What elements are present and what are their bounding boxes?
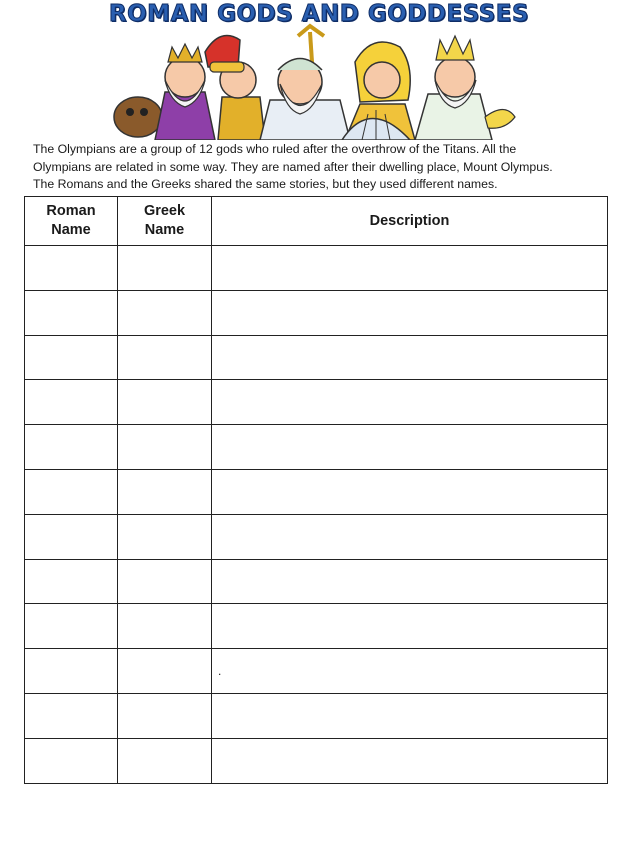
intro-line-3: The Romans and the Greeks shared the same stories, but they used different names. <box>33 177 498 191</box>
greek-name-cell[interactable] <box>118 738 212 783</box>
roman-name-cell[interactable] <box>25 604 118 649</box>
description-cell[interactable] <box>212 380 608 425</box>
greek-name-cell[interactable] <box>118 425 212 470</box>
intro-paragraph <box>33 141 613 194</box>
description-cell[interactable]: . <box>212 649 608 694</box>
greek-name-cell[interactable] <box>118 514 212 559</box>
gods-illustration <box>110 22 530 140</box>
header-greek-name <box>118 197 212 246</box>
table-row <box>25 738 608 783</box>
table-row <box>25 693 608 738</box>
table-row <box>25 469 608 514</box>
roman-name-cell[interactable] <box>25 425 118 470</box>
roman-name-cell[interactable] <box>25 290 118 335</box>
description-cell[interactable] <box>212 246 608 291</box>
header-description: Description <box>212 197 608 246</box>
table-row <box>25 514 608 559</box>
roman-name-cell[interactable] <box>25 649 118 694</box>
description-cell[interactable] <box>212 559 608 604</box>
roman-name-cell[interactable] <box>25 559 118 604</box>
roman-name-cell[interactable] <box>25 738 118 783</box>
roman-name-cell[interactable] <box>25 246 118 291</box>
description-cell[interactable] <box>212 693 608 738</box>
greek-name-cell[interactable] <box>118 469 212 514</box>
intro-line-1: The Olympians are a group of 12 gods who ruled after the overthrow of the Titans. All the <box>33 142 517 156</box>
greek-name-cell[interactable] <box>118 559 212 604</box>
roman-name-cell[interactable] <box>25 335 118 380</box>
description-cell[interactable] <box>212 335 608 380</box>
greek-name-cell[interactable] <box>118 335 212 380</box>
table-row <box>25 649 608 694</box>
roman-name-cell[interactable] <box>25 469 118 514</box>
greek-name-cell[interactable] <box>118 693 212 738</box>
header-greek-line2: Name <box>144 222 185 238</box>
greek-name-cell[interactable] <box>118 290 212 335</box>
header-roman-name <box>25 197 118 246</box>
description-cell[interactable] <box>212 738 608 783</box>
table-row <box>25 246 608 291</box>
greek-name-cell[interactable] <box>118 380 212 425</box>
description-cell[interactable] <box>212 604 608 649</box>
description-cell[interactable] <box>212 290 608 335</box>
intro-line-2: Olympians are related in some way. They are named after their dwelling place, Mount Olympus. <box>33 159 553 174</box>
table-row <box>25 559 608 604</box>
table-row <box>25 380 608 425</box>
roman-name-cell[interactable] <box>25 693 118 738</box>
worksheet-title: ROMAN GODS AND GODDESSES <box>108 1 530 27</box>
table-row <box>25 425 608 470</box>
table-header-row <box>25 197 608 246</box>
gods-table <box>24 196 608 784</box>
table-row <box>25 335 608 380</box>
table-row <box>25 604 608 649</box>
header-roman-line2: Name <box>51 222 91 238</box>
roman-name-cell[interactable] <box>25 380 118 425</box>
description-cell[interactable] <box>212 425 608 470</box>
roman-name-cell[interactable] <box>25 514 118 559</box>
greek-name-cell[interactable] <box>118 604 212 649</box>
description-cell[interactable] <box>212 469 608 514</box>
greek-name-cell[interactable] <box>118 649 212 694</box>
header-roman-line1: Roman <box>46 203 96 219</box>
header-greek-line1: Greek <box>143 203 186 219</box>
greek-name-cell[interactable] <box>118 246 212 291</box>
description-cell[interactable] <box>212 514 608 559</box>
table-row <box>25 290 608 335</box>
